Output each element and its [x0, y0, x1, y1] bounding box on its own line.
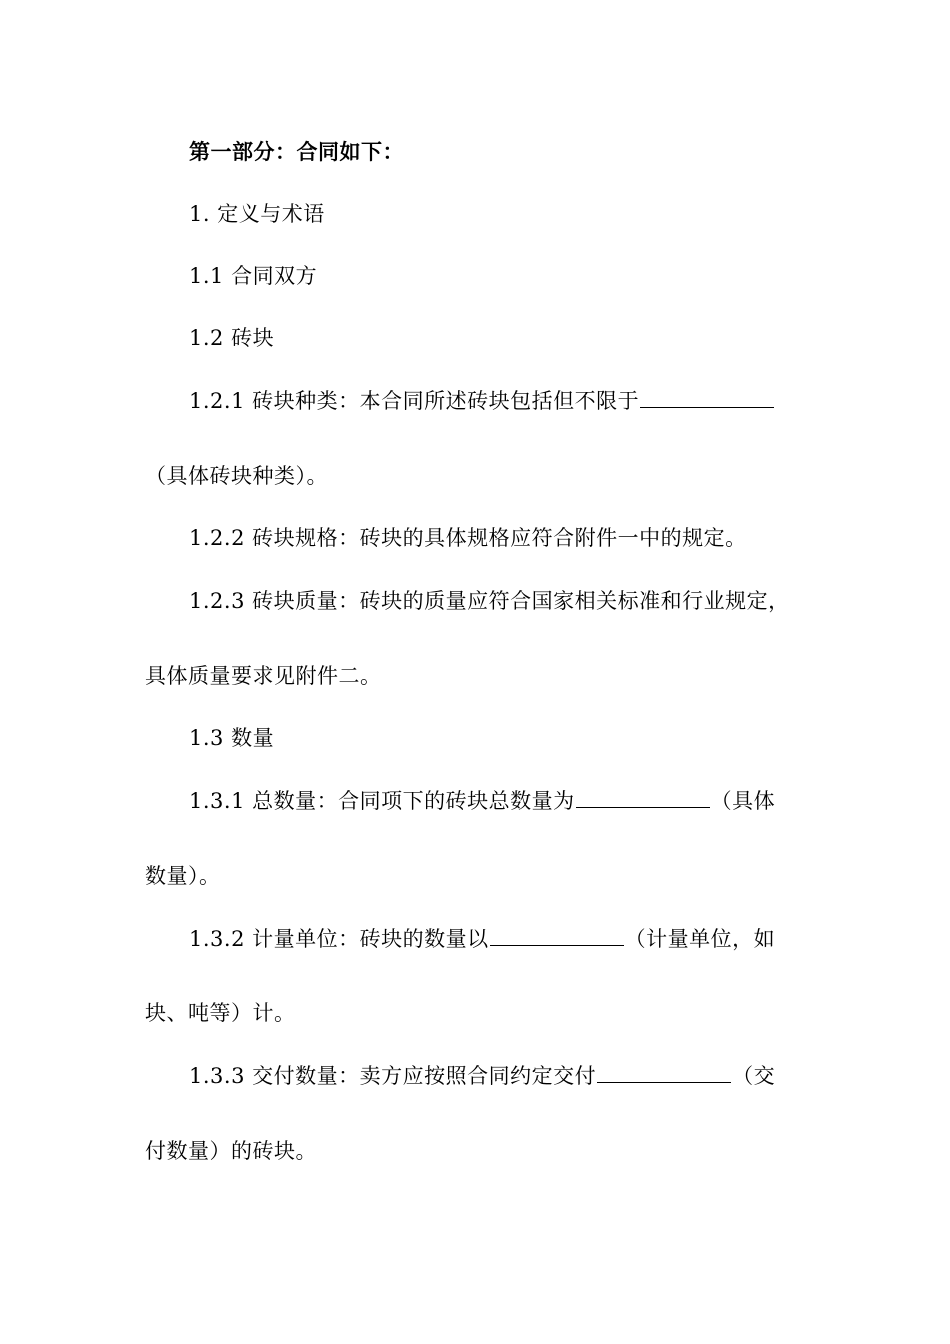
fill-blank-unit — [490, 927, 624, 946]
clause-1-2-1-text: 1.2.1 砖块种类：本合同所述砖块包括但不限于 — [189, 389, 640, 413]
fill-blank-total-quantity — [576, 789, 710, 808]
clause-1-3-3-line2: 付数量）的砖块。 — [145, 1139, 317, 1163]
clause-1-3-3-text: 1.3.3 交付数量：卖方应按照合同约定交付 — [189, 1064, 597, 1088]
clause-1-2-3-line1: 1.2.3 砖块质量：砖块的质量应符合国家相关标准和行业规定， — [189, 589, 790, 613]
clause-1-3-1-text: 1.3.1 总数量：合同项下的砖块总数量为 — [189, 789, 575, 813]
fill-blank-delivery-quantity — [597, 1064, 731, 1083]
clause-1-3-3-line1 — [189, 1061, 869, 1091]
clause-1-3-2-text: 1.3.2 计量单位：砖块的数量以 — [189, 927, 489, 951]
clause-1-3-1-line1 — [189, 786, 869, 816]
clause-1-3-1-line2: 数量）。 — [145, 864, 221, 888]
clause-1-2-2: 1.2.2 砖块规格：砖块的具体规格应符合附件一中的规定。 — [189, 526, 747, 550]
clause-1-3-2-line1 — [189, 924, 869, 954]
clause-1-3-2-line2: 块、吨等）计。 — [145, 1001, 296, 1025]
section-heading: 第一部分：合同如下： — [189, 139, 404, 164]
clause-1-3-1-tail: （具体 — [710, 789, 776, 813]
clause-1-3-2-tail: （计量单位，如 — [624, 927, 776, 951]
clause-1-1: 1.1 合同双方 — [189, 264, 318, 288]
clause-1-3: 1.3 数量 — [189, 726, 275, 750]
clause-1-2-3-line2: 具体质量要求见附件二。 — [145, 664, 382, 688]
clause-1-2-1-line2: （具体砖块种类）。 — [145, 464, 328, 488]
clause-1-3-3-tail: （交 — [732, 1064, 776, 1088]
clause-1-2: 1.2 砖块 — [189, 326, 275, 350]
clause-1: 1. 定义与术语 — [189, 202, 325, 226]
fill-blank-brick-type — [640, 389, 774, 408]
clause-1-2-1-line1 — [189, 386, 869, 416]
